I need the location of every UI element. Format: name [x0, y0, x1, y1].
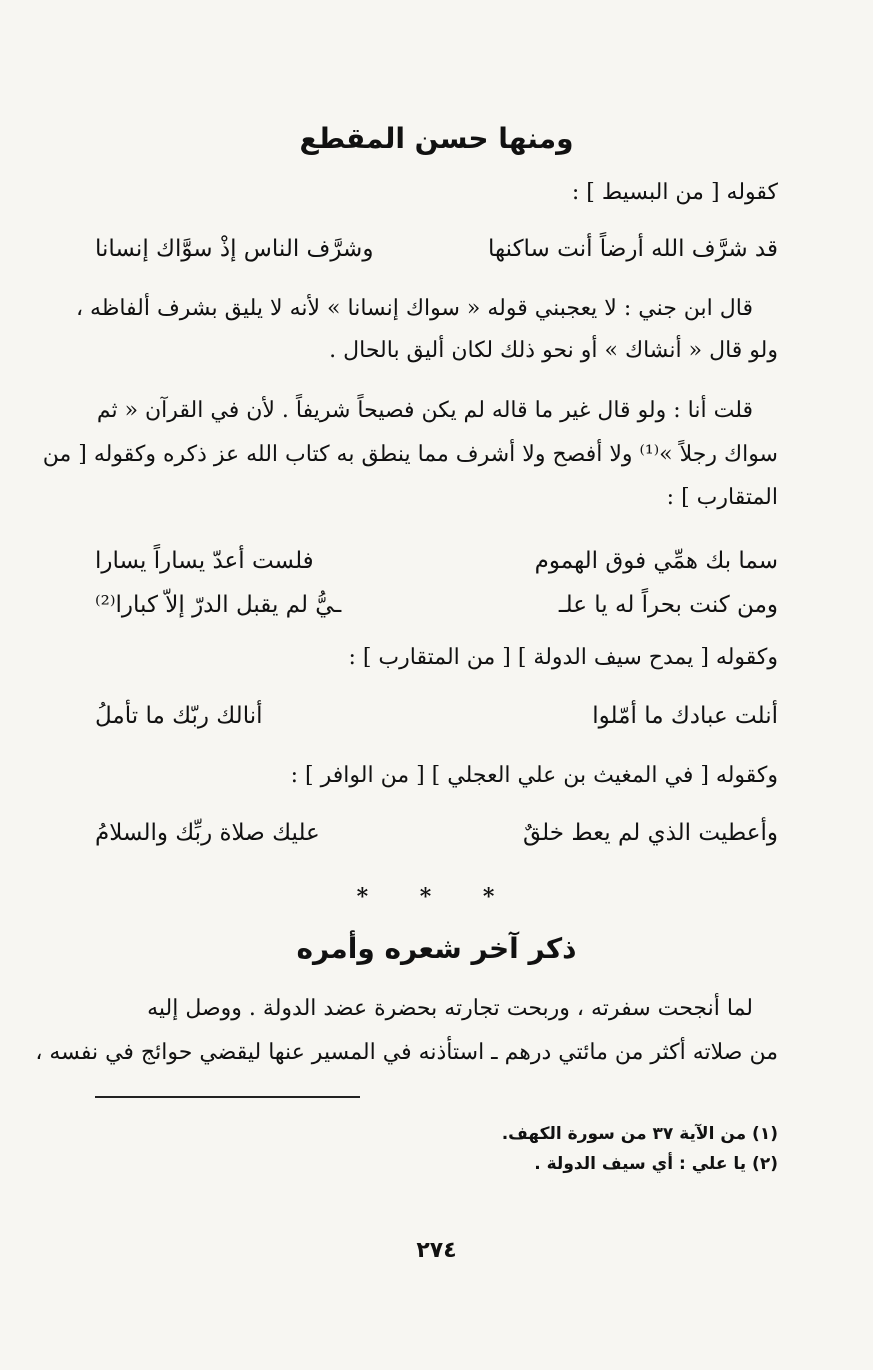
- verse2-line2-first: ومن كنت بحراً له يا علـ: [558, 592, 778, 618]
- section-separator: * * *: [356, 884, 517, 910]
- paragraph1-line2: ولو قال « أنشاك » أو نحو ذلك لكان أليق بالحال .: [329, 338, 778, 363]
- verse3-second-hemistich: أنالك ربّك ما تأملُ: [95, 703, 263, 729]
- verse3-first-hemistich: أنلت عبادك ما أمّلوا: [592, 703, 778, 729]
- verse4-first-hemistich: وأعطيت الذي لم يعط خلقٌ: [523, 820, 778, 846]
- verse2-line1-first: سما بك همِّي فوق الهموم: [534, 548, 778, 574]
- verse4-second-hemistich: عليك صلاة ربِّك والسلامُ: [95, 820, 320, 846]
- paragraph5-line1: لما أنجحت سفرته ، وربحت تجارته بحضرة عضد الدولة . ووصل إليه: [147, 996, 753, 1021]
- page-number: ٢٧٤: [416, 1238, 457, 1263]
- verse2-line2-second: ـيُّ لم يقبل الدرّ إلاّ كبارا⁽²⁾: [95, 592, 342, 618]
- verse1-second-hemistich: وشرَّف الناس إذْ سوَّاك إنسانا: [95, 236, 374, 262]
- paragraph2-line1: قلت أنا : ولو قال غير ما قاله لم يكن فصيحاً شريفاً . لأن في القرآن « ثم: [96, 398, 753, 423]
- paragraph1-line1: قال ابن جني : لا يعجبني قوله « سواك إنسانا » لأنه لا يليق بشرف ألفاظه ،: [75, 296, 753, 321]
- intro-line: كقوله [ من البسيط ] :: [571, 180, 778, 205]
- paragraph4: وكقوله [ في المغيث بن علي العجلي ] [ من الوافر ] :: [290, 763, 778, 788]
- paragraph2-line3: المتقارب ] :: [666, 485, 778, 510]
- paragraph3: وكقوله [ يمدح سيف الدولة ] [ من المتقارب ] :: [348, 645, 778, 670]
- paragraph2-line2: سواك رجلاً »⁽¹⁾ ولا أفصح ولا أشرف مما ينطق به كتاب الله عز ذكره وكقوله [ من: [42, 442, 778, 467]
- section-title-husn-al-maqta: ومنها حسن المقطع: [299, 122, 574, 155]
- verse2-line1-second: فلست أعدّ يساراً يسارا: [95, 548, 314, 574]
- section-title-last-poetry: ذكر آخر شعره وأمره: [296, 932, 577, 965]
- paragraph5-line2: من صلاته أكثر من مائتي درهم ـ استأذنه في المسير عنها ليقضي حوائج في نفسه ،: [35, 1040, 778, 1065]
- footnote-2: (٢) يا علي : أي سيف الدولة .: [534, 1154, 778, 1174]
- verse1-first-hemistich: قد شرَّف الله أرضاً أنت ساكنها: [488, 236, 778, 262]
- footnote-divider: [95, 1096, 360, 1098]
- footnote-1: (١) من الآية ٣٧ من سورة الكهف.: [501, 1124, 778, 1144]
